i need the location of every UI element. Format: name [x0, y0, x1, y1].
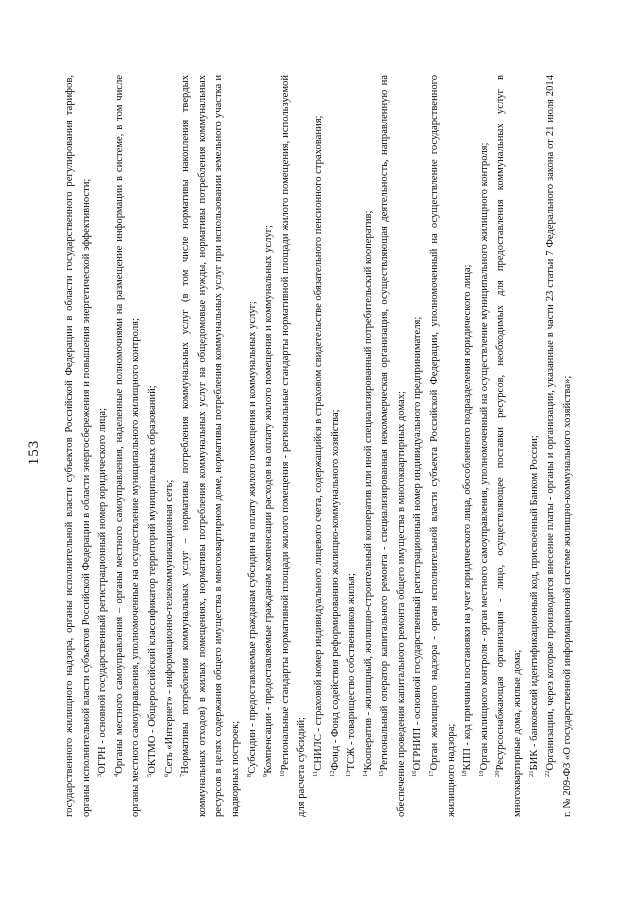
footnote-marker: 5 — [145, 773, 153, 777]
footnote-text: Региональные стандарты нормативной площади жилого помещения - региональные стандарты нормативной площади жилого помещения, используемой для расчета субсидий; — [279, 75, 308, 817]
footnote-text: Организации, через которые производится внесение платы - органы и организации, указанные в части 23 статьи 7 Федерального закона от 21 июля 2014 г. № 209-ФЗ «О государственной информационной системе жилищно-коммунального хозяйства»; — [545, 75, 573, 817]
footnote — [112, 75, 145, 817]
footnote-marker: 22 — [544, 770, 552, 777]
footnote — [311, 75, 328, 817]
footnote-list — [62, 75, 576, 817]
footnote-marker: 20 — [494, 770, 502, 777]
footnote — [477, 75, 494, 817]
footnote-text: Компенсации - предоставляемые гражданам компенсации расходов на оплату жилого помещения и коммунальных услуг; — [263, 225, 275, 774]
footnote-marker: 3 — [96, 773, 104, 777]
footnote — [162, 75, 179, 817]
footnote-text: Сеть «Интернет» - информационно-телекоммуникационная сеть; — [163, 479, 175, 774]
footnote — [460, 75, 477, 817]
footnote-marker: 21 — [527, 770, 535, 777]
footnote-text: ОГРН - основной государственный регистрационный номер юридического лица; — [97, 407, 109, 774]
footnote — [245, 75, 262, 817]
footnote-text: БИК - банковский идентификационный код, присвоенный Банком России; — [528, 435, 540, 771]
footnote — [527, 75, 544, 817]
paragraph-text: государственного жилищного надзора, органы исполнительной власти субъектов Российской Федерации в области государственного регулирования тарифов, органы исполнительной власти субъектов Российской Федерации в области энергосбережения и повышения энергетической эффективности; — [64, 75, 92, 817]
footnote-text: Органы местного самоуправления – органы местного самоуправления, наделенные полномочиями на размещение информации в системе, в том числе органы местного самоуправления, уполномоченные на осуществление муниципального жилищного контроля; — [113, 75, 142, 817]
footnote — [377, 75, 410, 817]
footnote-marker: 14 — [361, 770, 369, 777]
footnote-marker: 4 — [112, 773, 120, 777]
footnote-marker: 11 — [311, 770, 319, 777]
footnote-text: Кооператив - жилищный, жилищно-строительный кооператив или иной специализированный потребительский кооператив; — [362, 210, 374, 771]
footnote-marker: 15 — [378, 770, 386, 777]
footnote-text: Нормативы потребления коммунальных услуг – нормативы потребления коммунальных услуг (в том числе нормативы накопления твердых коммунальных отходов) в жилых помещениях, нормативы потребления коммунальных услуг на общедомовые нужды, нормативы потребления коммунальных ресурсов в целях содержания общего имущества в многоквартирном доме, нормативы потребления коммунальных услуг при использовании земельного участка и надворных построек; — [180, 75, 241, 817]
footnote-text: Региональный оператор капитального ремонта - специализированная некоммерческая организация, осуществляющая деятельность, направленную на обеспечение проведения капитального ремонта общего имущества в многоквартирных домах; — [379, 75, 407, 817]
footnote-marker: 7 — [179, 773, 187, 777]
footnote-marker: 17 — [428, 770, 436, 777]
footnote — [95, 75, 112, 817]
footnote — [543, 75, 576, 817]
paragraph — [62, 75, 95, 817]
footnote-text: ТСЖ - товарищество собственников жилья; — [346, 573, 358, 771]
footnote-text: Ресурсоснабжающая организация - лицо, осуществляющее поставки ресурсов, необходимых для предоставления коммунальных услуг в многоквартирные дома, жилые дома; — [495, 75, 524, 817]
footnote-marker: 18 — [461, 770, 469, 777]
footnote-text: Орган жилищного надзора - орган исполнительной власти субъекта Российской Федерации, уполномоченный на осуществление государственного жилищного надзора; — [429, 75, 457, 817]
footnote-marker: 16 — [411, 770, 419, 777]
footnote — [278, 75, 311, 817]
footnote — [427, 75, 460, 817]
footnote — [344, 75, 361, 817]
footnote-marker: 13 — [345, 770, 353, 777]
footnote-text: ОКТМО - Общероссийский классификатор территорий муниципальных образований; — [146, 385, 158, 774]
footnote-marker: 10 — [278, 770, 286, 777]
footnote — [328, 75, 345, 817]
footnote-marker: 9 — [262, 773, 270, 777]
footnote — [410, 75, 427, 817]
footnote-text: СНИЛС - страховой номер индивидуального лицевого счета, содержащийся в страховом свидетельстве обязательного пенсионного страхования; — [312, 115, 324, 771]
footnote-text: КПП - код причины постановки на учет юридического лица, обособленного подразделения юридического лица; — [462, 264, 474, 771]
footnote-marker: 8 — [245, 773, 253, 777]
footnote-text: Фонд - Фонд содействия реформированию жилищно-коммунального хозяйства; — [329, 409, 341, 771]
footnote — [493, 75, 526, 817]
footnote — [361, 75, 378, 817]
footnote-marker: 19 — [477, 770, 485, 777]
footnote — [261, 75, 278, 817]
footnote-text: Субсидии - предоставляемые гражданам субсидии на оплату жилого помещения и коммунальных услуг; — [246, 301, 258, 774]
footnote-marker: 6 — [162, 773, 170, 777]
footnote-text: ОГРНИП - основной государственный регистрационный номер индивидуального предпринимателя; — [412, 316, 424, 771]
footnote — [178, 75, 244, 817]
page-number: 153 — [26, 439, 42, 466]
footnote-marker: 12 — [328, 770, 336, 777]
footnote — [145, 75, 162, 817]
footnote-text: Орган жилищного контроля - орган местного самоуправления, уполномоченный на осуществление муниципального жилищного контроля; — [478, 142, 490, 771]
